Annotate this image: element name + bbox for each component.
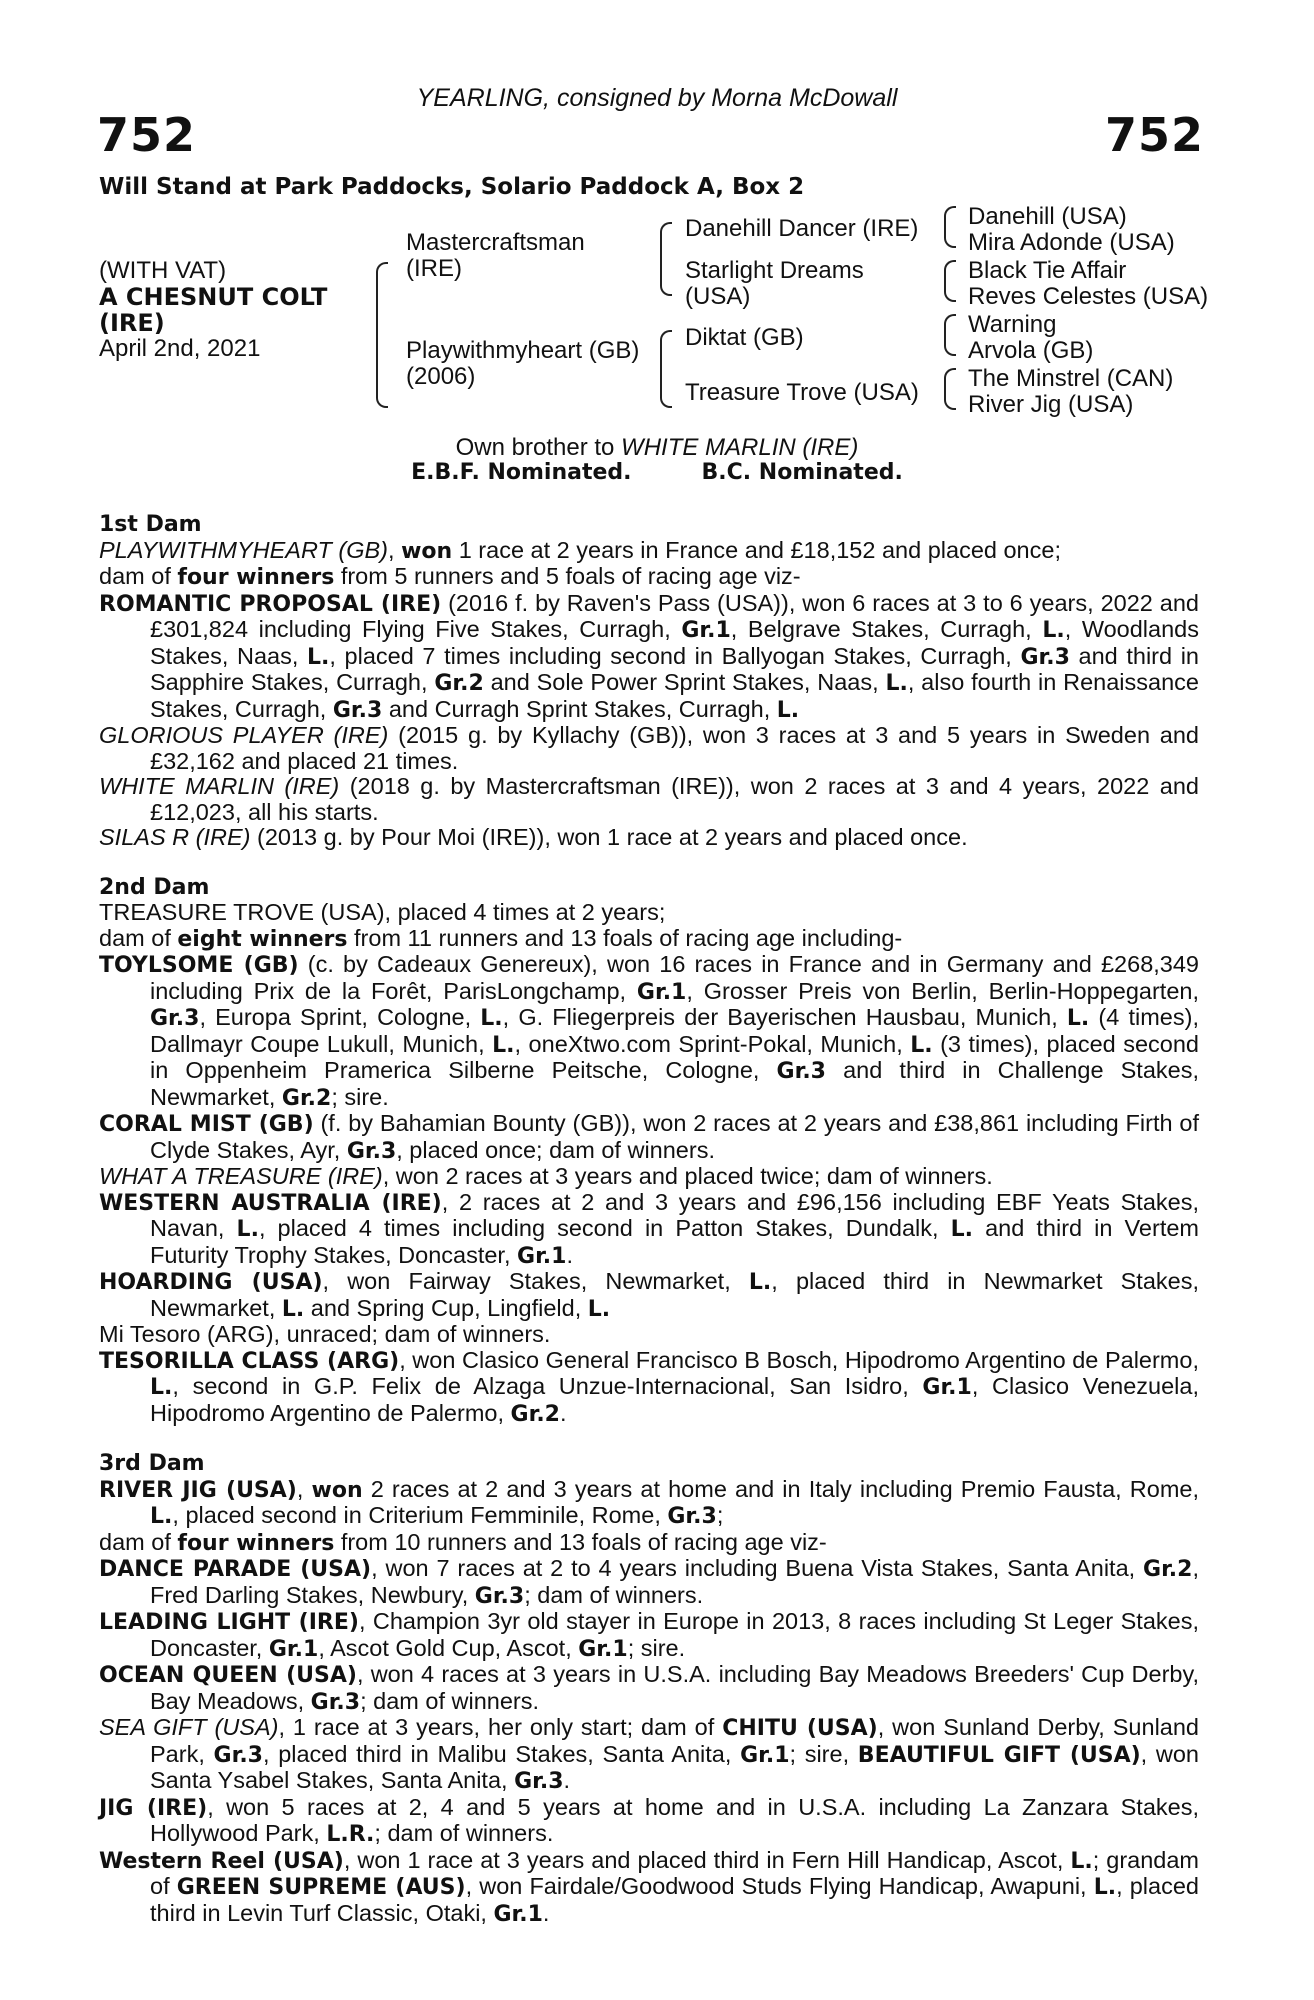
- entry-jig: JIG (IRE), won 5 races at 2, 4 and 5 years at home and in U.S.A. including La Zanzara Stakes, Hollywood Park, L.R.; dam of winners.: [99, 1793, 1199, 1847]
- sds: Black Tie Affair: [968, 257, 1127, 284]
- second-dam-intro: TREASURE TROVE (USA), placed 4 times at 2 years;: [99, 899, 666, 925]
- own-brother-note: Own brother to WHITE MARLIN (IRE): [455, 434, 859, 461]
- consignor-line: YEARLING, consigned by Morna McDowall: [416, 84, 898, 112]
- brace-sire: [660, 222, 672, 296]
- entry-silas-r: SILAS R (IRE) (2013 g. by Pour Moi (IRE)), won 1 race at 2 years and placed once.: [99, 824, 968, 850]
- second-dam-heading: 2nd Dam: [99, 874, 210, 900]
- entry-toylsome: TOYLSOME (GB) (c. by Cadeaux Genereux), won 16 races in France and in Germany and £268,349 including Prix de la Forêt, ParisLongchamp, Gr.1, Grosser Preis von Berlin, Berlin-Hoppegarten, Gr.3, Europa Sprint, Cologne, L., G. Fliegerpreis der Bayerischen Hausbau, Munich, L. (4 times), Dallmayr Coupe Lukull, Munich, L., oneXtwo.com Sprint-Pokal, Munich, L. (3 times), placed second in Oppenheim Pramerica Silberne Peitsche, Cologne, Gr.3 and third in Challenge Stakes, Newmarket, Gr.2; sire.: [99, 951, 1200, 1111]
- third-dam-produce: dam of four winners from 10 runners and 13 foals of racing age viz-: [99, 1528, 827, 1556]
- brace-sd: [944, 260, 956, 302]
- third-dam-intro: RIVER JIG (USA), won 2 races at 2 and 3 years at home and in Italy including Premio Fausta, Rome, L., placed second in Criterium Femminile, Rome, Gr.3;: [99, 1475, 1199, 1529]
- sire-dam-country: (USA): [685, 283, 751, 310]
- third-dam-heading: 3rd Dam: [99, 1451, 205, 1476]
- dss: Warning: [968, 311, 1057, 338]
- sire-name: Mastercraftsman: [406, 229, 585, 256]
- entry-leading-light: LEADING LIGHT (IRE), Champion 3yr old stayer in Europe in 2013, 8 races including St Leger Stakes, Doncaster, Gr.1, Ascot Gold Cup, Ascot, Gr.1; sire.: [99, 1608, 1199, 1662]
- stand-location: Will Stand at Park Paddocks, Solario Paddock A, Box 2: [99, 174, 805, 200]
- entry-hoarding: HOARDING (USA), won Fairway Stakes, Newmarket, L., placed third in Newmarket Stakes, Newmarket, L. and Spring Cup, Lingfield, L.: [99, 1268, 1199, 1322]
- sire-sire: Danehill Dancer (IRE): [685, 215, 919, 242]
- entry-romantic-proposal: ROMANTIC PROPOSAL (IRE) (2016 f. by Raven's Pass (USA)), won 6 races at 3 to 6 years, 2022 and £301,824 including Flying Five Stakes, Curragh, Gr.1, Belgrave Stakes, Curragh, L., Woodlands Stakes, Naas, L., placed 7 times including second in Ballyogan Stakes, Curragh, Gr.3 and third in Sapphire Stakes, Curragh, Gr.2 and Sole Power Sprint Stakes, Naas, L., also fourth in Renaissance Stakes, Curragh, Gr.3 and Curragh Sprint Stakes, Curragh, L.: [99, 589, 1199, 723]
- first-dam-heading: 1st Dam: [99, 512, 202, 537]
- horse-name-line2: (IRE): [99, 309, 165, 337]
- sss: Danehill (USA): [968, 203, 1127, 230]
- entry-sea-gift: SEA GIFT (USA), 1 race at 3 years, her only start; dam of CHITU (USA), won Sunland Derby, Sunland Park, Gr.3, placed third in Malibu Stakes, Santa Anita, Gr.1; sire, BEAUTIFUL GIFT (USA), won Santa Ysabel Stakes, Santa Anita, Gr.3.: [99, 1714, 1199, 1794]
- dds: The Minstrel (CAN): [968, 365, 1174, 392]
- foaling-date: April 2nd, 2021: [99, 335, 261, 362]
- catalogue-body: [99, 512, 1199, 1927]
- bc-nomination: B.C. Nominated.: [701, 460, 903, 485]
- horse-name-line1: A CHESNUT COLT: [99, 283, 328, 311]
- brace-ds: [944, 314, 956, 356]
- entry-mi-tesoro: Mi Tesoro (ARG), unraced; dam of winners.: [99, 1321, 551, 1347]
- entry-ocean-queen: OCEAN QUEEN (USA), won 4 races at 3 years in U.S.A. including Bay Meadows Breeders' Cup Derby, Bay Meadows, Gr.3; dam of winners.: [99, 1661, 1199, 1715]
- entry-glorious-player: GLORIOUS PLAYER (IRE) (2015 g. by Kyllachy (GB)), won 3 races at 3 and 5 years in Sweden and £32,162 and placed 21 times.: [99, 722, 1199, 774]
- entry-white-marlin: WHITE MARLIN (IRE) (2018 g. by Mastercraftsman (IRE)), won 2 races at 3 and 4 years, 2022 and £12,023, all his starts.: [99, 773, 1199, 825]
- brace-dd: [944, 368, 956, 410]
- brace-dam: [660, 330, 672, 408]
- first-dam-intro: PLAYWITHMYHEART (GB), won 1 race at 2 years in France and £18,152 and placed once;: [99, 536, 1061, 564]
- brace-gen1: [376, 262, 388, 408]
- lot-number-left: 752: [97, 108, 197, 162]
- entry-what-a-treasure: WHAT A TREASURE (IRE), won 2 races at 3 years and placed twice; dam of winners.: [99, 1163, 993, 1189]
- ebf-nomination: E.B.F. Nominated.: [411, 460, 632, 485]
- entry-western-australia: WESTERN AUSTRALIA (IRE), 2 races at 2 and 3 years and £96,156 including EBF Yeats Stakes, Navan, L., placed 4 times including second in Patton Stakes, Dundalk, L. and third in Vertem Futurity Trophy Stakes, Doncaster, Gr.1.: [99, 1188, 1200, 1269]
- lot-number-right: 752: [1104, 108, 1204, 162]
- vat-note: (WITH VAT): [99, 257, 227, 284]
- brace-ss: [944, 206, 956, 248]
- sire-dam-name: Starlight Dreams: [685, 257, 864, 284]
- dam-dam: Treasure Trove (USA): [685, 379, 919, 406]
- nominations: [0, 460, 1314, 485]
- entry-coral-mist: CORAL MIST (GB) (f. by Bahamian Bounty (GB)), won 2 races at 2 years and £38,861 including Firth of Clyde Stakes, Ayr, Gr.3, placed once; dam of winners.: [99, 1110, 1199, 1164]
- entry-tesorilla-class: TESORILLA CLASS (ARG), won Clasico General Francisco B Bosch, Hipodromo Argentino de Palermo, L., second in G.P. Felix de Alzaga Unzue-Internacional, San Isidro, Gr.1, Clasico Venezuela, Hipodromo Argentino de Palermo, Gr.2.: [99, 1346, 1199, 1427]
- ssd: Mira Adonde (USA): [968, 229, 1175, 256]
- second-dam-produce: dam of eight winners from 11 runners and 13 foals of racing age including-: [99, 924, 903, 952]
- dam-year: (2006): [406, 363, 476, 390]
- ddd: River Jig (USA): [968, 391, 1134, 418]
- entry-western-reel: Western Reel (USA), won 1 race at 3 years and placed third in Fern Hill Handicap, Ascot, L.; grandam of GREEN SUPREME (AUS), won Fairdale/Goodwood Studs Flying Handicap, Awapuni, L., placed third in Levin Turf Classic, Otaki, Gr.1.: [99, 1846, 1200, 1927]
- dsd: Arvola (GB): [968, 337, 1094, 364]
- sdd: Reves Celestes (USA): [968, 283, 1209, 310]
- entry-dance-parade: DANCE PARADE (USA), won 7 races at 2 to 4 years including Buena Vista Stakes, Santa Anita, Gr.2, Fred Darling Stakes, Newbury, Gr.3; dam of winners.: [99, 1555, 1199, 1609]
- sire-country: (IRE): [406, 255, 462, 282]
- dam-sire: Diktat (GB): [685, 324, 804, 351]
- dam-name: Playwithmyheart (GB): [406, 337, 640, 364]
- first-dam-produce: dam of four winners from 5 runners and 5 foals of racing age viz-: [99, 563, 801, 590]
